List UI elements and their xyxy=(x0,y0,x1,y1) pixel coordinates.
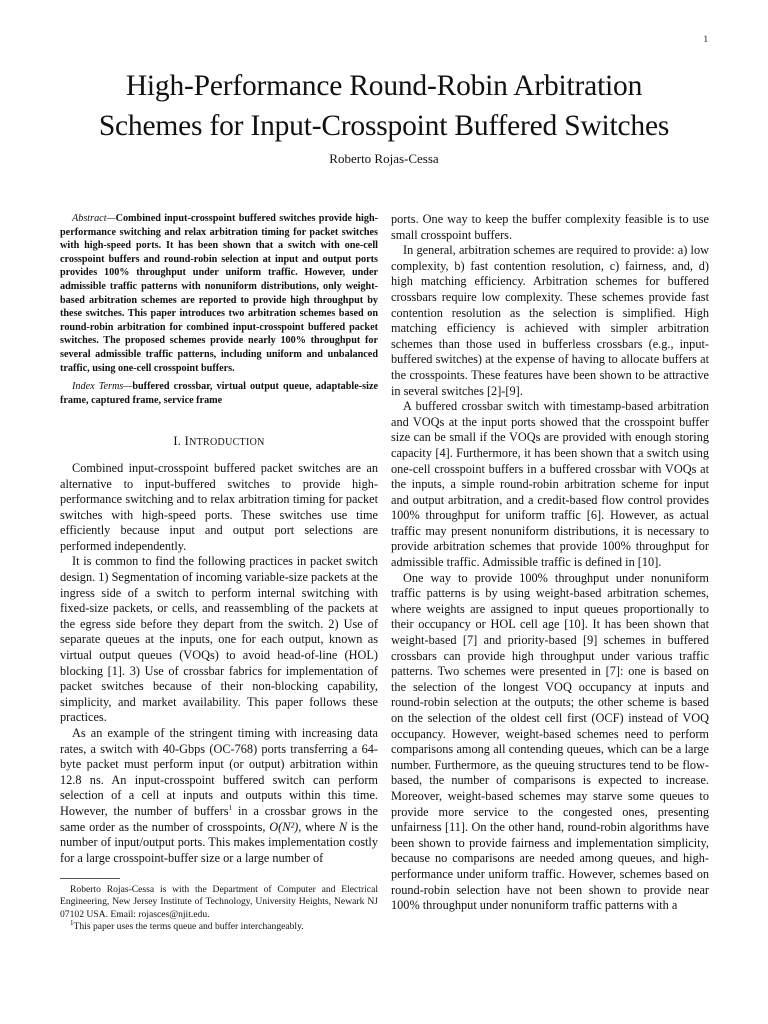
author-name: Roberto Rojas-Cessa xyxy=(329,151,439,166)
complexity-math: O(N²) xyxy=(269,819,299,834)
right-paragraph-4: One way to provide 100% throughput under nonuniform traffic patterns is by using weight-based arbitration schemes, where weights are assigned to input queues proportionally to their occupancy or HOL cell age [10]. It has been shown that weight-based [7] and priority-based [9] schemes in buffered crossbars can provide high throughput under various traffic patterns. Two schemes were presented in [7]: one is based on the selection of the longest VOQ occupancy at inputs and round-robin selection at the outputs; the other scheme is based on the selection of the oldest cell first (OCF) instead of VOQ occupancy. However, weight-based schemes need to perform comparisons among all contending queues, which can be a large number. Furthermore, as the queuing structures tend to be flow-based, the number of comparisons is expected to increase. Moreover, weight-based schemes may starve some queues to provide more service to the congested ones, presenting unfairness [11]. On the other hand, round-robin algorithms have been shown to provide fairness and implementation simplicity, because no comparisons are needed among queues, and high-performance under uniform traffic. However, schemes based on round-robin selection have not been shown to provide near 100% throughput under nonuniform traffic patterns with a xyxy=(391,570,709,913)
intro-paragraph-3 xyxy=(60,726,378,866)
index-terms-label: Index Terms xyxy=(72,381,124,393)
section-heading-introduction xyxy=(60,434,378,451)
section-title-rest: NTRODUCTION xyxy=(189,437,265,449)
index-terms-dash: — xyxy=(123,381,133,393)
title-line-1: High-Performance Round-Robin Arbitration xyxy=(125,70,643,102)
abstract xyxy=(60,212,378,375)
right-paragraph-2: In general, arbitration schemes are required to provide: a) low complexity, b) fast contention resolution, c) fairness, and, d) high matching efficiency. Arbitration schemes for buffered crossbars require low complexity. These schemes provide fast contention resolution as the selection is simplified. High matching efficiency is achieved with simpler arbitration schemes than those used in bufferless crossbars (e.g., input-buffered switches) at the expense of having to allocate buffers at the crosspoints. These features have been shown to be attractive in several switches [2]-[9]. xyxy=(391,243,709,398)
abstract-dash: — xyxy=(106,213,116,224)
intro-p3-part-c: , where xyxy=(298,819,339,834)
author-affiliation: Roberto Rojas-Cessa is with the Department of Computer and Electrical Engineering, New Jersey Institute of Technology, University Heights, Newark NJ 07102 USA. Email: rojasces@njit.edu. xyxy=(60,884,378,920)
abstract-text: Combined input-crosspoint buffered switches provide high-performance switching and relax arbitration timing for packet switches with high-speed ports. It has been shown that a switch with one-cell crosspoint buffers and round-robin selection at input and output ports provides 100% throughput under uniform traffic. However, under admissible traffic patterns with nonuniform distributions, only weight-based arbitration schemes are reported to provide high throughput by these switches. This paper introduces two arbitration schemes based on round-robin arbitration for combined input-crosspoint buffered packet switches. The proposed schemes provide nearly 100% throughput for several admissible traffic patterns, including uniform and unbalanced traffic, using one-cell crosspoint buffers. xyxy=(60,213,378,374)
footnote-ref-1: 1 xyxy=(228,803,233,812)
var-n: N xyxy=(338,819,348,834)
title-line-2: Schemes for Input-Crosspoint Buffered Switches xyxy=(98,110,670,142)
section-initial: I xyxy=(184,434,190,449)
index-terms-text: buffered crossbar, virtual output queue, adaptable-size frame, captured frame, service frame xyxy=(60,381,378,406)
index-terms xyxy=(60,380,378,407)
section-number: I. xyxy=(173,434,182,449)
right-paragraph-1: ports. One way to keep the buffer complexity feasible is to use small crosspoint buffers. xyxy=(391,212,709,242)
paper-title xyxy=(40,66,728,146)
footnotes xyxy=(60,884,378,933)
page-number: 1 xyxy=(703,34,708,44)
left-column xyxy=(60,212,378,866)
intro-p3-part-b: in a crossbar grows in the same order as the number of crosspoints, xyxy=(60,803,378,834)
footnote-1 xyxy=(60,918,378,933)
right-paragraph-3: A buffered crossbar switch with timestamp-based arbitration and VOQs at the input ports showed that the crosspoint buffer size can be small if the VOQs are provided with enough storing capacity [4]. Furthermore, it has been shown that a switch using one-cell crosspoint buffers in a buffered crossbar with VOQs at the inputs, a simple round-robin arbitration scheme for input and output arbitration, and a credit-based flow control provides 100% throughput for uniform traffic [6]. However, as actual traffic may present nonuniform distributions, it is necessary to provide arbitration schemes that provide 100% throughput for admissible traffic. Admissible traffic is defined in [10]. xyxy=(391,399,709,570)
footnote-rule xyxy=(60,878,120,879)
abstract-label: Abstract xyxy=(72,213,107,224)
footnote-1-text: This paper uses the terms queue and buffer interchangeably. xyxy=(73,920,304,932)
intro-paragraph-2: It is common to find the following practices in packet switch design. 1) Segmentation of incoming variable-size packets at the ingress side of a switch to perform internal switching with fixed-size packets, or cells, and reassembling of the packets at the egress side before they depart from the switch. 2) Use of separate queues at the inputs, one for each output, known as virtual output queues (VOQs) to avoid head-of-line (HOL) blocking [1]. 3) Use of crossbar fabrics for implementation of packet switches because of their non-blocking capability, simplicity, and market availability. This paper follows these practices. xyxy=(60,554,378,725)
right-column xyxy=(391,212,709,914)
intro-p3-part-a: As an example of the stringent timing with increasing data rates, a switch with 40-Gbps (OC-768) ports transferring a 64-byte packet must perform input (or output) arbitration within 12.8 ns. An input-crosspoint buffered switch can perform selection of a cell at inputs and outputs within this time. However, the number of buffers xyxy=(60,726,378,818)
intro-p3-part-d: is the number of input/output ports. This makes implementation costly for a large crosspoint-buffer size or a large number of xyxy=(60,819,379,865)
footnote-1-mark: 1 xyxy=(70,918,74,927)
intro-paragraph-1: Combined input-crosspoint buffered packet switches are an alternative to input-buffered switches to provide high-performance switching and to relax arbitration timing for packet switches with high-speed ports. These switches use time efficiently because input and output port selections are performed independently. xyxy=(60,460,378,553)
